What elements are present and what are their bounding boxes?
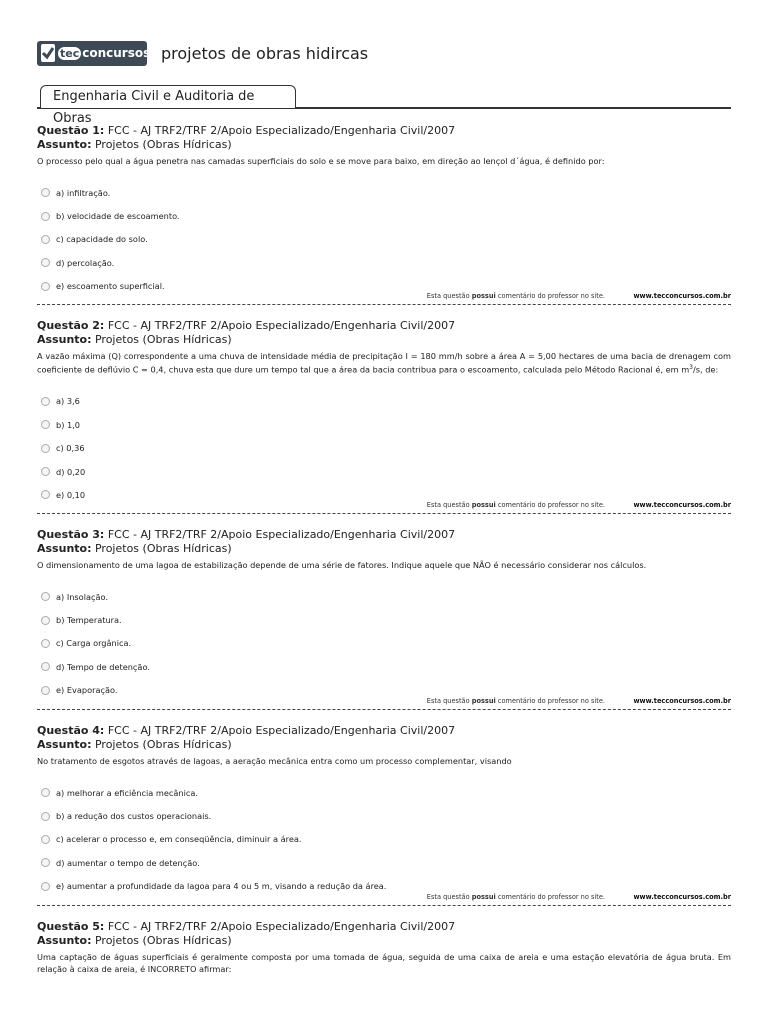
question-subject [37, 333, 731, 347]
site-link[interactable]: www.tecconcursos.com.br [633, 893, 731, 901]
question-text: Uma captação de águas superficiais é geralmente composta por uma tomada de água, seguida de uma caixa de areia e uma estação elevatória de água bruta. Em relação à caixa de areia, é INCORRETO afirmar: [37, 952, 731, 974]
option-c[interactable] [37, 828, 731, 851]
option-label: d) Tempo de detenção. [56, 661, 150, 672]
option-label: e) 0,10 [56, 489, 86, 500]
radio-button[interactable] [41, 616, 50, 625]
question-5 [37, 919, 731, 975]
option-d[interactable] [37, 460, 731, 483]
subject-label: Assunto: [37, 934, 92, 947]
option-label: b) 1,0 [56, 419, 81, 430]
radio-button[interactable] [41, 282, 50, 291]
option-c[interactable] [37, 632, 731, 655]
option-label: b) a redução dos custos operacionais. [56, 811, 212, 822]
question-header [37, 723, 731, 738]
question-label: Questão 1: [37, 124, 105, 137]
question-subject [37, 138, 731, 152]
radio-button[interactable] [41, 835, 50, 844]
option-label: d) percolação. [56, 257, 115, 268]
tecconcursos-logo[interactable] [37, 41, 151, 66]
question-source: FCC - AJ TRF2/TRF 2/Apoio Especializado/Engenharia Civil/2007 [107, 319, 456, 332]
radio-button[interactable] [41, 212, 50, 221]
question-source: FCC - AJ TRF2/TRF 2/Apoio Especializado/Engenharia Civil/2007 [107, 724, 456, 737]
radio-button[interactable] [41, 882, 50, 891]
radio-button[interactable] [41, 490, 50, 499]
option-label: a) infiltração. [56, 187, 111, 198]
subject-value: Projetos (Obras Hídricas) [94, 934, 232, 947]
question-source: FCC - AJ TRF2/TRF 2/Apoio Especializado/Engenharia Civil/2007 [107, 528, 456, 541]
radio-button[interactable] [41, 420, 50, 429]
page-title: projetos de obras hidircas [161, 43, 369, 63]
question-header [37, 123, 731, 138]
subject-value: Projetos (Obras Hídricas) [94, 333, 232, 346]
option-a[interactable] [37, 781, 731, 804]
logo-brand-text: concursos [82, 46, 151, 60]
radio-button[interactable] [41, 686, 50, 695]
question-footer [37, 893, 731, 903]
page-header [37, 40, 368, 66]
option-label: d) 0,20 [56, 466, 86, 477]
option-label: a) melhorar a eficiência mecânica. [56, 787, 198, 798]
subject-label: Assunto: [37, 738, 92, 751]
option-label: e) escoamento superficial. [56, 281, 165, 292]
comment-note: Esta questão possui comentário do professor no site. [426, 893, 605, 901]
option-a[interactable] [37, 390, 731, 413]
subject-value: Projetos (Obras Hídricas) [94, 542, 232, 555]
logo-tec-text: tec [60, 46, 80, 60]
question-label: Questão 5: [37, 920, 105, 933]
question-text: O dimensionamento de uma lagoa de estabilização depende de uma série de fatores. Indique aquele que NÃO é necessário considerar nos cálculos. [37, 560, 647, 570]
checkmark-icon [41, 44, 55, 62]
question-header [37, 318, 731, 333]
radio-button[interactable] [41, 858, 50, 867]
option-label: b) velocidade de escoamento. [56, 211, 180, 222]
option-list [37, 585, 731, 702]
site-link[interactable]: www.tecconcursos.com.br [633, 697, 731, 705]
question-divider [37, 709, 731, 710]
question-header [37, 527, 731, 542]
option-label: c) acelerar o processo e, em conseqüência, diminuir a área. [56, 834, 302, 845]
radio-button[interactable] [41, 235, 50, 244]
radio-button[interactable] [41, 188, 50, 197]
comment-note: Esta questão possui comentário do professor no site. [426, 501, 605, 509]
option-b[interactable] [37, 413, 731, 436]
tab-engenharia-civil[interactable]: Engenharia Civil e Auditoria de Obras [40, 85, 296, 108]
subject-value: Projetos (Obras Hídricas) [94, 738, 232, 751]
question-3 [37, 527, 731, 705]
question-text: No tratamento de esgotos através de lagoas, a aeração mecânica entra como um processo complementar, visando [37, 756, 512, 766]
subject-label: Assunto: [37, 333, 92, 346]
subject-label: Assunto: [37, 138, 92, 151]
comment-note: Esta questão possui comentário do professor no site. [426, 292, 605, 300]
radio-button[interactable] [41, 639, 50, 648]
question-footer [37, 697, 731, 707]
radio-button[interactable] [41, 812, 50, 821]
option-label: a) 3,6 [56, 396, 80, 407]
radio-button[interactable] [41, 258, 50, 267]
site-link[interactable]: www.tecconcursos.com.br [633, 292, 731, 300]
option-label: b) Temperatura. [56, 615, 122, 626]
option-label: c) capacidade do solo. [56, 234, 148, 245]
option-list [37, 181, 731, 298]
radio-button[interactable] [41, 592, 50, 601]
option-d[interactable] [37, 251, 731, 274]
option-b[interactable] [37, 204, 731, 227]
question-subject [37, 542, 731, 556]
question-divider [37, 905, 731, 906]
option-label: a) Insolação. [56, 591, 108, 602]
question-label: Questão 3: [37, 528, 105, 541]
radio-button[interactable] [41, 662, 50, 671]
question-2 [37, 318, 731, 507]
question-header [37, 919, 731, 934]
question-1 [37, 123, 731, 298]
question-text: O processo pelo qual a água penetra nas camadas superficiais do solo e se move para baixo, em direção ao lençol d´água, é definido por: [37, 156, 605, 166]
question-subject [37, 934, 731, 948]
subject-label: Assunto: [37, 542, 92, 555]
question-source: FCC - AJ TRF2/TRF 2/Apoio Especializado/Engenharia Civil/2007 [107, 124, 456, 137]
option-c[interactable] [37, 228, 731, 251]
question-text: A vazão máxima (Q) correspondente a uma chuva de intensidade média de precipitação I = 180 mm/h sobre a área A = 5,00 hectares de uma bacia de drenagem com coeficiente de deflúvio C = 0,4, chuva esta que dure um tempo tal que a área da bacia contribua para o escoamento, calculada pelo Método Racional é, em $m^3/s$, de: [37, 351, 731, 375]
radio-button[interactable] [41, 788, 50, 797]
question-footer [37, 501, 731, 511]
question-source: FCC - AJ TRF2/TRF 2/Apoio Especializado/Engenharia Civil/2007 [107, 920, 456, 933]
option-label: d) aumentar o tempo de detenção. [56, 857, 200, 868]
question-divider [37, 304, 731, 305]
option-list [37, 390, 731, 507]
option-c[interactable] [37, 437, 731, 460]
question-4 [37, 723, 731, 901]
option-label: e) aumentar a profundidade da lagoa para 4 ou 5 m, visando a redução da área. [56, 881, 387, 892]
option-d[interactable] [37, 851, 731, 874]
option-label: c) 0,36 [56, 443, 85, 454]
radio-button[interactable] [41, 444, 50, 453]
site-link[interactable]: www.tecconcursos.com.br [633, 501, 731, 509]
question-label: Questão 4: [37, 724, 105, 737]
option-a[interactable] [37, 585, 731, 608]
question-label: Questão 2: [37, 319, 105, 332]
question-footer [37, 292, 731, 302]
option-list [37, 781, 731, 898]
comment-note: Esta questão possui comentário do professor no site. [426, 697, 605, 705]
question-subject [37, 738, 731, 752]
subject-value: Projetos (Obras Hídricas) [94, 138, 232, 151]
option-label: c) Carga orgânica. [56, 638, 132, 649]
option-b[interactable] [37, 804, 731, 827]
question-divider [37, 513, 731, 514]
option-a[interactable] [37, 181, 731, 204]
radio-button[interactable] [41, 397, 50, 406]
radio-button[interactable] [41, 467, 50, 476]
option-b[interactable] [37, 608, 731, 631]
option-label: e) Evaporação. [56, 685, 118, 696]
option-d[interactable] [37, 655, 731, 678]
